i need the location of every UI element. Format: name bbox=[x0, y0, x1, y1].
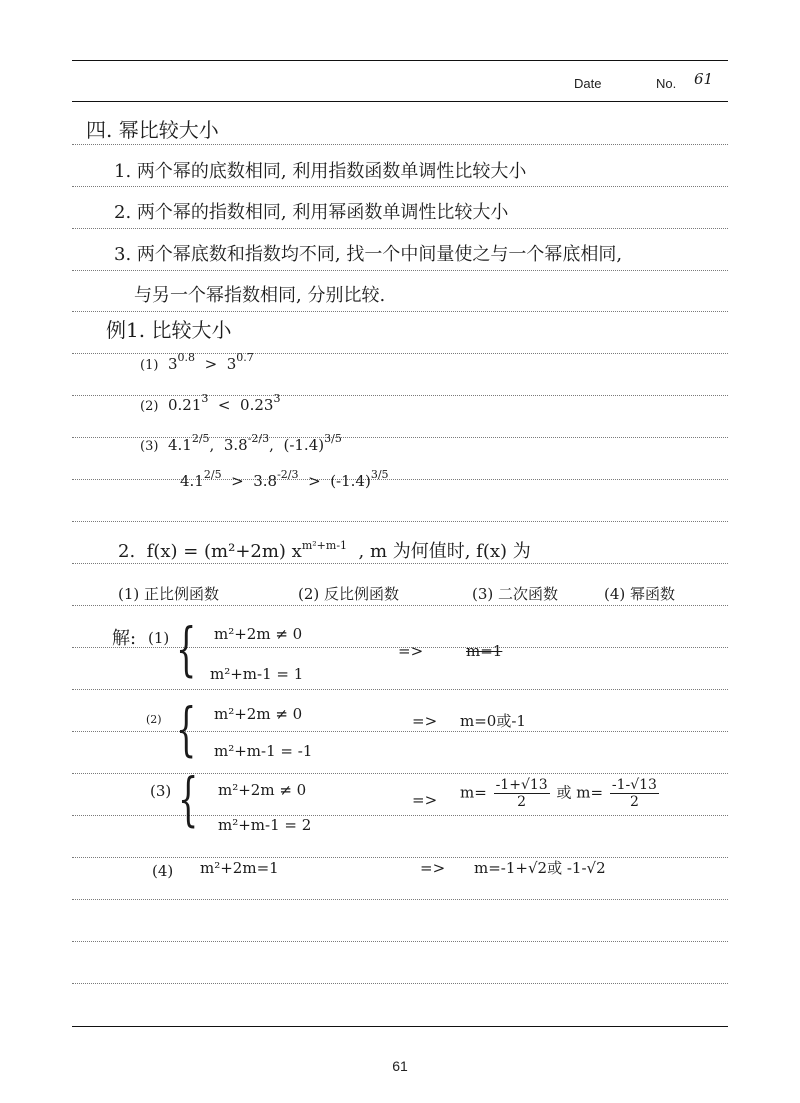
date-label: Date bbox=[574, 76, 602, 91]
denominator: 2 bbox=[629, 794, 639, 810]
base: 3 bbox=[167, 355, 178, 373]
ruled-line bbox=[72, 983, 728, 984]
solution-2-label: (2) bbox=[146, 713, 162, 726]
ruled-line bbox=[72, 186, 728, 187]
solution-1-label: (1) bbox=[148, 629, 170, 647]
or-word: 或 bbox=[556, 783, 572, 802]
option-3: (3) 二次函数 bbox=[472, 585, 559, 603]
ruled-line bbox=[72, 815, 728, 816]
rule-3: 3. 两个幂底数和指数均不同, 找一个中间量使之与一个幂底相同, bbox=[114, 244, 623, 265]
comparison-op: > bbox=[308, 472, 321, 490]
result-var: m= bbox=[460, 783, 487, 802]
denominator: 2 bbox=[517, 794, 527, 810]
item-label: (1) bbox=[140, 358, 159, 373]
top-rule bbox=[72, 60, 728, 61]
solution-4-arrow: => bbox=[420, 859, 446, 877]
base: 3 bbox=[226, 355, 237, 373]
exponent: -2/3 bbox=[247, 432, 270, 445]
solution-4-eq: m²+2m=1 bbox=[200, 859, 279, 877]
exponent: 0.7 bbox=[236, 351, 254, 364]
fraction bbox=[494, 778, 550, 809]
solution-2-eq-1: m²+2m ≠ 0 bbox=[214, 705, 303, 723]
section-title: 四. 幂比较大小 bbox=[86, 118, 219, 142]
comparison-op: < bbox=[217, 396, 231, 414]
base: 0.23 bbox=[240, 396, 274, 414]
solution-3-label: (3) bbox=[150, 782, 172, 800]
ruled-line bbox=[72, 899, 728, 900]
option-2: (2) 反比例函数 bbox=[298, 585, 400, 603]
ruled-line bbox=[72, 857, 728, 858]
separator: , bbox=[209, 436, 215, 454]
header-rule bbox=[72, 101, 728, 102]
solution-2-arrow: => bbox=[412, 712, 438, 730]
system-brace: { bbox=[178, 765, 199, 833]
function-expression: f(x) = (m²+2m) x bbox=[146, 541, 302, 562]
option-1: (1) 正比例函数 bbox=[118, 585, 220, 603]
base: 4.1 bbox=[180, 472, 204, 490]
solution-1-arrow: => bbox=[398, 642, 424, 660]
exponent: -2/3 bbox=[277, 468, 299, 481]
solution-3-arrow: => bbox=[412, 791, 438, 809]
page-no-handwritten: 61 bbox=[694, 70, 714, 88]
exponent: 2/5 bbox=[203, 468, 222, 481]
option-4: (4) 幂函数 bbox=[604, 585, 676, 603]
problem-2-statement bbox=[118, 539, 531, 562]
system-brace: { bbox=[176, 695, 197, 763]
solution-4-label: (4) bbox=[152, 862, 174, 880]
page-number: 61 bbox=[392, 1058, 408, 1074]
base: 3.8 bbox=[223, 436, 248, 454]
solution-2-eq-2: m²+m-1 = -1 bbox=[214, 742, 313, 760]
numerator: -1+√13 bbox=[495, 777, 548, 793]
ruled-line bbox=[72, 144, 728, 145]
comparison-op: > bbox=[204, 355, 218, 373]
base: 0.21 bbox=[167, 396, 202, 414]
base: 3.8 bbox=[253, 472, 278, 490]
fraction bbox=[610, 778, 659, 809]
solution-1-result: m=1 bbox=[466, 642, 503, 660]
bottom-rule bbox=[72, 1026, 728, 1027]
item-label: (2) bbox=[140, 399, 159, 414]
rule-3-continued: 与另一个幂指数相同, 分别比较. bbox=[134, 285, 386, 306]
ruled-line bbox=[72, 563, 728, 564]
function-exponent: m²+m-1 bbox=[301, 539, 348, 552]
system-brace: { bbox=[176, 615, 197, 683]
solution-1-eq-2: m²+m-1 = 1 bbox=[210, 665, 304, 683]
exponent: 2/5 bbox=[191, 432, 210, 445]
exponent: 3/5 bbox=[370, 468, 389, 481]
ruled-line bbox=[72, 731, 728, 732]
ruled-line bbox=[72, 479, 728, 480]
solution-3-eq-2: m²+m-1 = 2 bbox=[218, 816, 312, 834]
ruled-line bbox=[72, 941, 728, 942]
rule-2: 2. 两个幂的指数相同, 利用幂函数单调性比较大小 bbox=[114, 202, 509, 223]
comparison-op: > bbox=[231, 472, 244, 490]
solution-1-eq-1: m²+2m ≠ 0 bbox=[214, 625, 303, 643]
solution-2-result: m=0或-1 bbox=[460, 712, 526, 730]
example-1-title: 例1. 比较大小 bbox=[106, 318, 232, 342]
separator: , bbox=[269, 436, 274, 454]
ruled-line bbox=[72, 521, 728, 522]
base: (-1.4) bbox=[330, 472, 371, 490]
example-1-item-3 bbox=[140, 432, 342, 454]
solution-4-result: m=-1+√2或 -1-√2 bbox=[474, 859, 606, 877]
ruled-line bbox=[72, 228, 728, 229]
exponent: 3/5 bbox=[324, 432, 342, 445]
problem-question: , m 为何值时, f(x) 为 bbox=[358, 541, 531, 562]
exponent: 3 bbox=[201, 392, 209, 405]
problem-label: 2. bbox=[118, 541, 136, 562]
no-label: No. bbox=[656, 76, 677, 91]
exponent: 0.8 bbox=[177, 351, 196, 364]
base: 4.1 bbox=[167, 436, 192, 454]
solution-3-eq-1: m²+2m ≠ 0 bbox=[218, 781, 307, 799]
ruled-line bbox=[72, 353, 728, 354]
item-label: (3) bbox=[140, 439, 159, 454]
numerator: -1-√13 bbox=[611, 777, 657, 793]
example-1-item-1 bbox=[140, 351, 254, 373]
rule-1: 1. 两个幂的底数相同, 利用指数函数单调性比较大小 bbox=[114, 161, 527, 182]
ruled-line bbox=[72, 773, 728, 774]
result-var: m= bbox=[576, 783, 604, 802]
solution-label: 解: bbox=[112, 628, 137, 649]
base: (-1.4) bbox=[283, 436, 325, 454]
example-1-item-2 bbox=[140, 392, 281, 414]
exponent: 3 bbox=[273, 392, 281, 405]
ruled-line bbox=[72, 270, 728, 271]
solution-3-result bbox=[460, 778, 661, 809]
example-1-item-3-result bbox=[180, 468, 389, 490]
ruled-line bbox=[72, 689, 728, 690]
ruled-line bbox=[72, 311, 728, 312]
ruled-line bbox=[72, 605, 728, 606]
